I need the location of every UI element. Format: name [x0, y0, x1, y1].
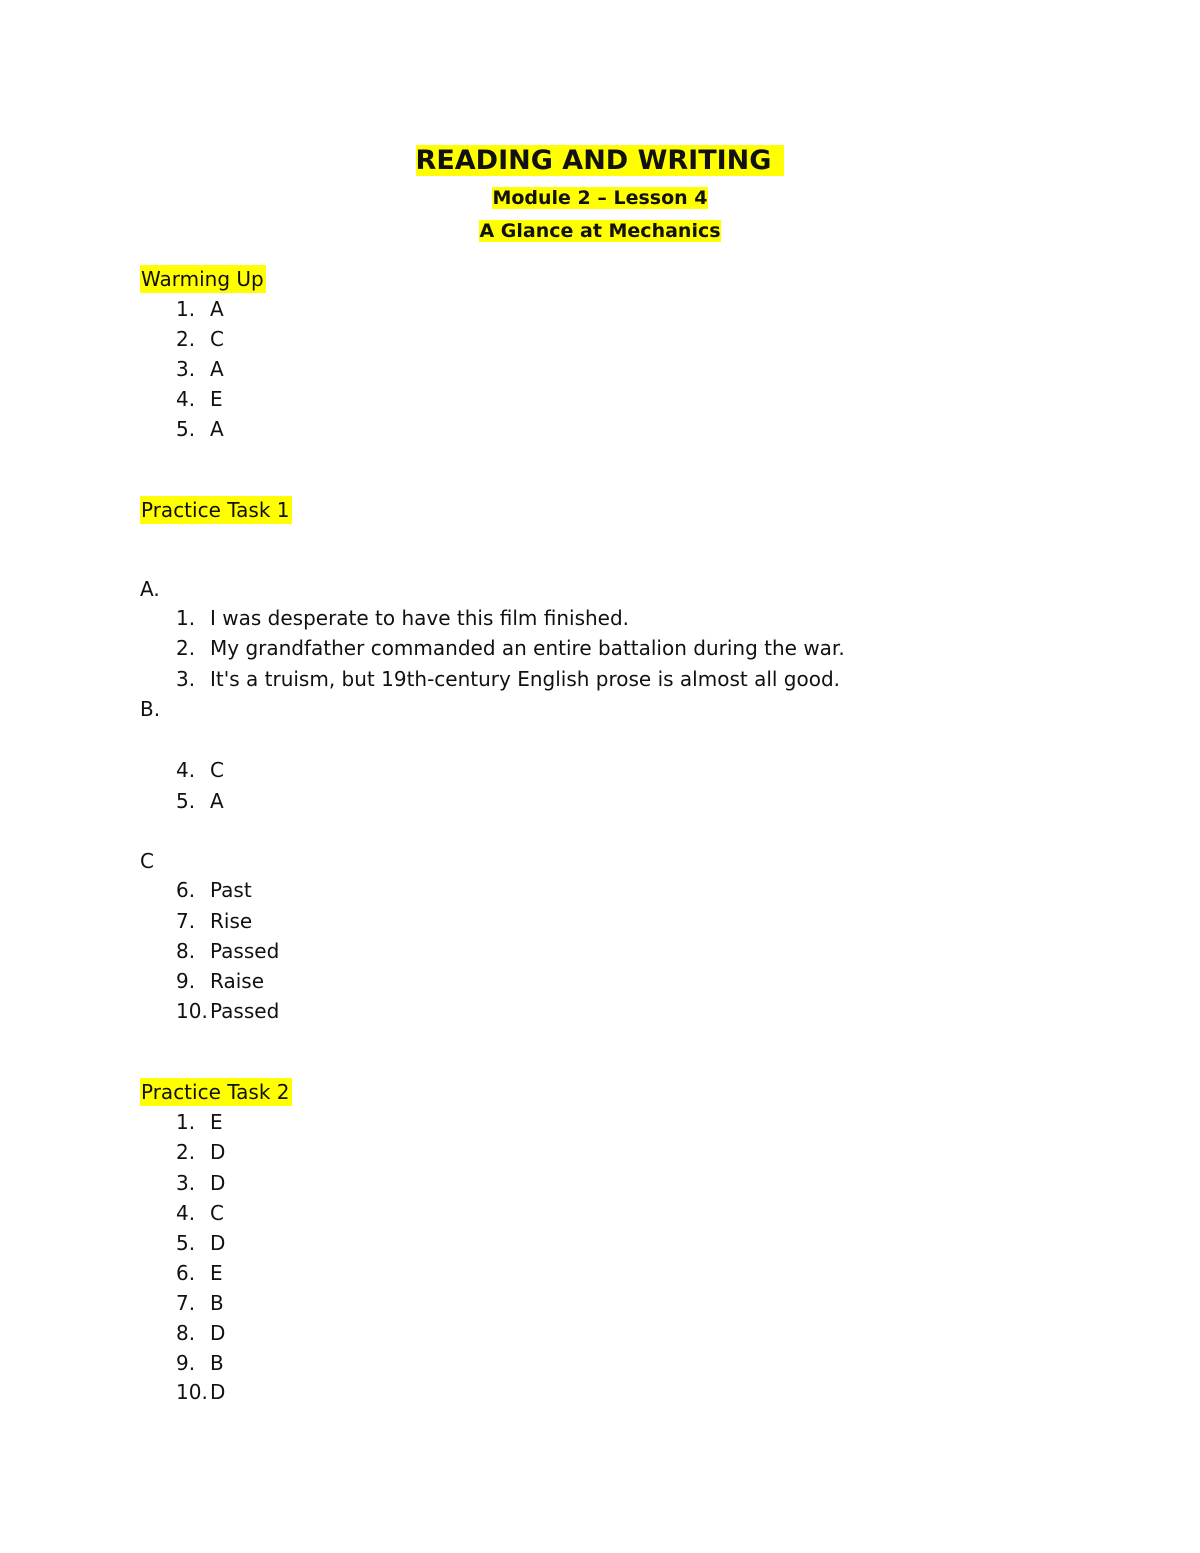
document-title: [0, 141, 1200, 181]
practice-task-1-heading: Practice Task 1: [141, 498, 290, 522]
part-b-label: B.: [140, 697, 161, 721]
lesson-title: [0, 217, 1200, 245]
module-line: [0, 184, 1200, 212]
warming-up-heading: Warming Up: [141, 267, 264, 291]
document-title-text: READING AND WRITING: [416, 145, 785, 176]
practice-task-2-heading: Practice Task 2: [141, 1080, 290, 1104]
part-a-label: A.: [140, 577, 160, 601]
module-text: Module 2 – Lesson 4: [492, 187, 708, 209]
part-c-label: C: [140, 849, 154, 873]
lesson-title-text: A Glance at Mechanics: [479, 220, 721, 242]
